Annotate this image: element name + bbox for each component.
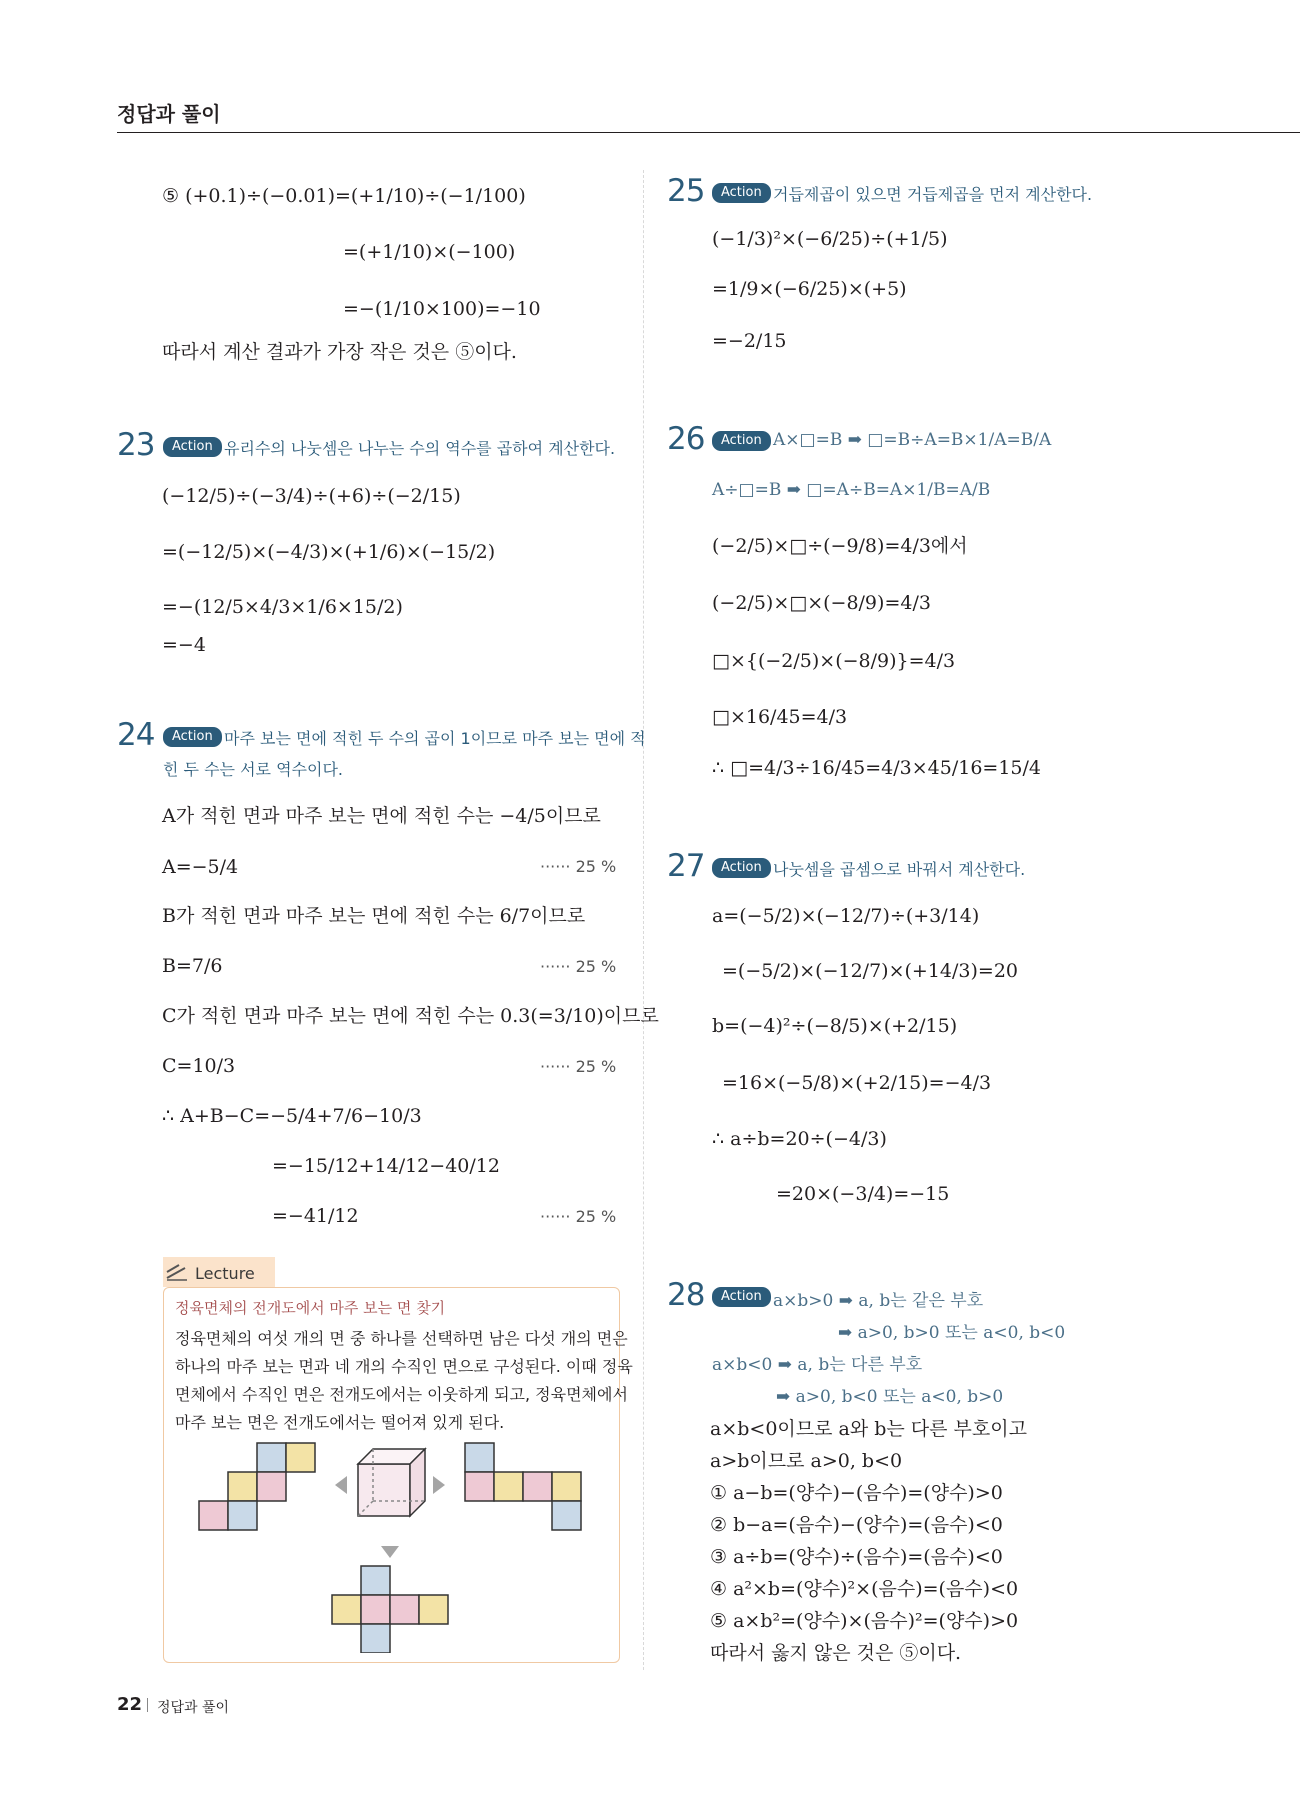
lecture-body-line-4: 마주 보는 면은 전개도에서는 떨어져 있게 된다. bbox=[175, 1413, 505, 1432]
q26-line-3: □×{(−2/5)×(−8/9)}=4/3 bbox=[712, 650, 956, 672]
q24-line-2: A=−5/4 bbox=[162, 856, 239, 878]
action-rule-1: A×□=B ➡ □=B÷A=B×1/A=B/A bbox=[773, 430, 1052, 450]
q26-line-1: (−2/5)×□÷(−9/8)=4/3에서 bbox=[712, 535, 968, 557]
action-badge: Action bbox=[712, 858, 771, 878]
footer-title: 정답과 풀이 bbox=[157, 1700, 230, 1716]
cube-net-diagram bbox=[195, 1438, 595, 1653]
action-text-line-1: 마주 보는 면에 적힌 두 수의 곱이 1이므로 마주 보는 면에 적 bbox=[224, 729, 646, 748]
action-badge: Action bbox=[712, 1287, 771, 1307]
right-cube-net bbox=[465, 1443, 581, 1530]
running-header: 정답과 풀이 bbox=[117, 102, 221, 126]
lecture-body-line-2: 하나의 마주 보는 면과 네 개의 수직인 면으로 구성된다. 이때 정육 bbox=[175, 1357, 633, 1376]
q22-line-1: ⑤ (+0.1)÷(−0.01)=(+1/10)÷(−1/100) bbox=[162, 185, 526, 207]
q24-line-9: =−41/12 bbox=[272, 1205, 359, 1227]
q28-line-4: ② b−a=(음수)−(양수)=(음수)<0 bbox=[710, 1514, 1003, 1536]
action-text: 유리수의 나눗셈은 나누는 수의 역수를 곱하여 계산한다. bbox=[224, 439, 616, 458]
pencil-icon bbox=[164, 1260, 190, 1282]
lecture-title: 정육면체의 전개도에서 마주 보는 면 찾기 bbox=[175, 1299, 446, 1317]
q27-line-3: b=(−4)²÷(−8/5)×(+2/15) bbox=[712, 1015, 958, 1037]
action-rule-3: a×b<0 ➡ a, b는 다른 부호 bbox=[712, 1355, 923, 1375]
q25-line-3: =−2/15 bbox=[712, 330, 787, 352]
action-rule-4: ➡ a>0, b<0 또는 a<0, b>0 bbox=[776, 1387, 1004, 1407]
action-badge: Action bbox=[163, 727, 222, 747]
q25-line-1: (−1/3)²×(−6/25)÷(+1/5) bbox=[712, 228, 948, 250]
q22-line-2: =(+1/10)×(−100) bbox=[343, 241, 516, 263]
lecture-body-line-3: 면체에서 수직인 면은 전개도에서는 이웃하게 되고, 정육면체에서 bbox=[175, 1385, 628, 1404]
action-badge: Action bbox=[712, 431, 771, 451]
q27-line-4: =16×(−5/8)×(+2/15)=−4/3 bbox=[722, 1072, 992, 1094]
score-3: ······ 25 % bbox=[540, 1057, 617, 1076]
q28-line-3: ① a−b=(양수)−(음수)=(양수)>0 bbox=[710, 1482, 1003, 1504]
action-text-line-2: 힌 두 수는 서로 역수이다. bbox=[163, 760, 343, 779]
action-badge: Action bbox=[163, 437, 222, 457]
footer-divider bbox=[147, 1698, 148, 1712]
q28-line-2: a>b이므로 a>0, b<0 bbox=[710, 1450, 903, 1472]
q24-line-3: B가 적힌 면과 마주 보는 면에 적힌 수는 6/7이므로 bbox=[162, 905, 586, 927]
arrow-right-icon bbox=[433, 1476, 445, 1494]
q27-line-5: ∴ a÷b=20÷(−4/3) bbox=[712, 1128, 887, 1150]
q28-line-5: ③ a÷b=(양수)÷(음수)=(음수)<0 bbox=[710, 1546, 1003, 1568]
bottom-cube-net bbox=[332, 1566, 448, 1653]
q26-line-2: (−2/5)×□×(−8/9)=4/3 bbox=[712, 592, 931, 614]
left-cube-net bbox=[199, 1443, 315, 1530]
q23-line-3: =−(12/5×4/3×1/6×15/2) bbox=[162, 596, 403, 618]
q28-line-1: a×b<0이므로 a와 b는 다른 부호이고 bbox=[710, 1418, 1027, 1440]
question-number: 24 bbox=[117, 717, 155, 753]
question-number: 23 bbox=[117, 427, 155, 463]
question-number: 27 bbox=[667, 848, 705, 884]
q28-conclusion: 따라서 옳지 않은 것은 ⑤이다. bbox=[710, 1642, 962, 1664]
q26-line-4: □×16/45=4/3 bbox=[712, 706, 848, 728]
score-4: ······ 25 % bbox=[540, 1207, 617, 1226]
page-number: 22 bbox=[117, 1694, 143, 1715]
q28-line-7: ⑤ a×b²=(양수)×(음수)²=(양수)>0 bbox=[710, 1610, 1019, 1632]
q24-line-7: ∴ A+B−C=−5/4+7/6−10/3 bbox=[162, 1105, 422, 1127]
q24-line-4: B=7/6 bbox=[162, 955, 223, 977]
q22-line-3: =−(1/10×100)=−10 bbox=[343, 298, 541, 320]
q27-line-6: =20×(−3/4)=−15 bbox=[776, 1183, 950, 1205]
question-number: 28 bbox=[667, 1277, 705, 1313]
action-rule-2: ➡ a>0, b>0 또는 a<0, b<0 bbox=[838, 1323, 1066, 1343]
lecture-body-line-1: 정육면체의 여섯 개의 면 중 하나를 선택하면 남은 다섯 개의 면은 bbox=[175, 1329, 628, 1348]
action-badge: Action bbox=[712, 183, 771, 203]
q28-line-6: ④ a²×b=(양수)²×(음수)=(음수)<0 bbox=[710, 1578, 1019, 1600]
q24-line-6: C=10/3 bbox=[162, 1055, 236, 1077]
q23-line-4: =−4 bbox=[162, 634, 206, 656]
q24-line-8: =−15/12+14/12−40/12 bbox=[272, 1155, 500, 1177]
q23-line-1: (−12/5)÷(−3/4)÷(+6)÷(−2/15) bbox=[162, 485, 461, 507]
action-rule-1: a×b>0 ➡ a, b는 같은 부호 bbox=[773, 1291, 984, 1311]
q23-line-2: =(−12/5)×(−4/3)×(+1/6)×(−15/2) bbox=[162, 541, 496, 563]
action-text: 나눗셈을 곱셈으로 바꿔서 계산한다. bbox=[773, 860, 1026, 879]
header-rule bbox=[117, 132, 1300, 133]
q24-line-5: C가 적힌 면과 마주 보는 면에 적힌 수는 0.3(=3/10)이므로 bbox=[162, 1005, 659, 1027]
action-rule-2: A÷□=B ➡ □=A÷B=A×1/B=A/B bbox=[712, 480, 991, 500]
q22-conclusion: 따라서 계산 결과가 가장 작은 것은 ⑤이다. bbox=[162, 341, 517, 363]
q26-line-5: ∴ □=4/3÷16/45=4/3×45/16=15/4 bbox=[712, 757, 1042, 779]
arrow-left-icon bbox=[335, 1476, 347, 1494]
score-2: ······ 25 % bbox=[540, 957, 617, 976]
column-divider bbox=[643, 170, 644, 1670]
action-text: 거듭제곱이 있으면 거듭제곱을 먼저 계산한다. bbox=[773, 185, 1093, 204]
arrow-down-icon bbox=[381, 1546, 399, 1558]
q27-line-1: a=(−5/2)×(−12/7)÷(+3/14) bbox=[712, 905, 980, 927]
score-1: ······ 25 % bbox=[540, 857, 617, 876]
cube bbox=[358, 1449, 425, 1516]
lecture-label: Lecture bbox=[195, 1264, 255, 1283]
question-number: 26 bbox=[667, 421, 705, 457]
q27-line-2: =(−5/2)×(−12/7)×(+14/3)=20 bbox=[722, 960, 1019, 982]
question-number: 25 bbox=[667, 173, 705, 209]
q24-line-1: A가 적힌 면과 마주 보는 면에 적힌 수는 −4/5이므로 bbox=[162, 805, 601, 827]
q25-line-2: =1/9×(−6/25)×(+5) bbox=[712, 278, 907, 300]
